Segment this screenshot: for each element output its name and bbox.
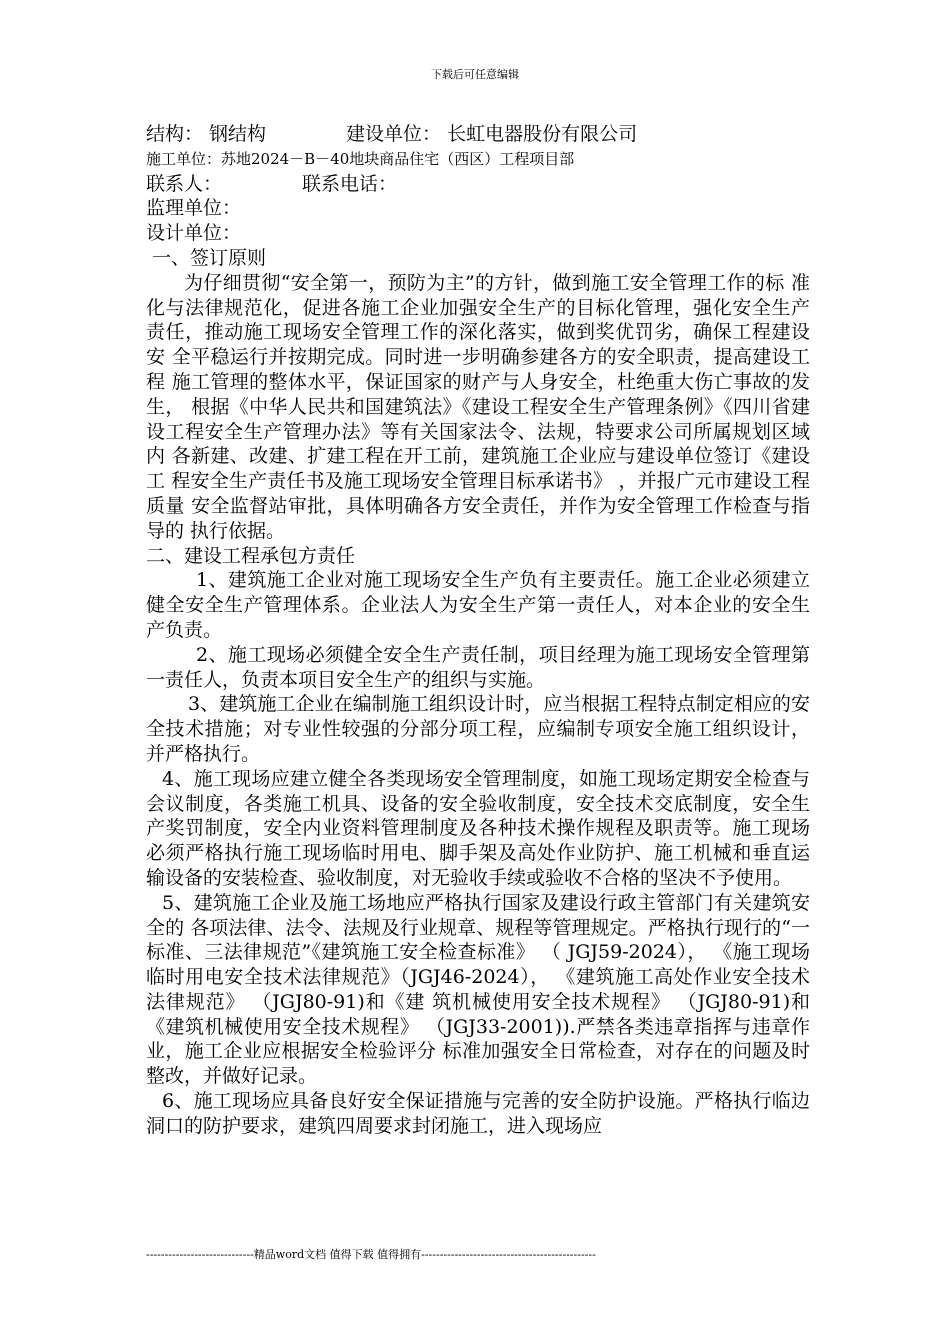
- designer-field: 设计单位：: [146, 222, 242, 245]
- info-line-structure: [146, 122, 810, 147]
- page-header: 下载后可任意编辑: [431, 68, 519, 81]
- structure-field: 结构： 钢结构: [146, 123, 267, 145]
- section-2-item-6: 6、施工现场应具备良好安全保证措施与完善的安全防护设施。严格执行临边洞口的防护要求，建筑四周要求封闭施工，进入现场应: [146, 1090, 810, 1137]
- section-2-item-3: 3、建筑施工企业在编制施工组织设计时，应当根据工程特点制定相应的安全技术措施；对专业性较强的分部分项工程，应编制专项安全施工组织设计，并严格执行。: [146, 693, 810, 765]
- section-2-item-4: 4、施工现场应建立健全各类现场安全管理制度，如施工现场定期安全检查与会议制度，各类施工机具、设备的安全验收制度，安全技术交底制度，安全生产奖罚制度，安全内业资料管理制度及各种技术操作规程及职责等。施工现场必须严格执行施工现场临时用电、脚手架及高处作业防护、施工机械和垂直运 输设备的安装检查、验收制度，对无验收手续或验收不合格的坚决不予使用。: [146, 767, 810, 889]
- section-2-item-1: 1、建筑施工企业对施工现场安全生产负有主要责任。施工企业必须建立健全安全生产管理体系。企业法人为安全生产第一责任人，对本企业的安全生产负责。: [146, 569, 810, 641]
- section-2-item-2: 2、施工现场必须健全安全生产责任制，项目经理为施工现场安全管理第一责任人，负责本项目安全生产的组织与实施。: [146, 643, 810, 691]
- page-footer: -----------------------------精品word文档 值得下载 值得拥有-----------------------------------------------: [146, 1248, 596, 1261]
- document-body: [146, 122, 810, 1139]
- section-2-item-5: 5、建筑施工企业及施工场地应严格执行国家及建设行政主管部门有关建筑安全的 各项法律、法令、法规及行业规章、规程等管理规定。严格执行现行的“一标准、三法律规范”《建筑施工安全检查标准》 （ JGJ59-2024）， 《施工现场临时用电安全技术法律规范》（JGJ46-2024）， 《建筑施工高处作业安全技术法律规范》 （JGJ80-91)和《建 筑机械使用安全技术规程》 （JGJ80-91)和《建筑机械使用安全技术规程》 （JGJ33-2001)).严禁各类违章指挥与违章作业，施工企业应根据安全检验评分 标准加强安全日常检查，对存在的问题及时整改，并做好记录。: [146, 891, 810, 1088]
- supervisor-field: 监理单位：: [146, 197, 242, 220]
- section-1-paragraph: 为仔细贯彻“安全第一，预防为主”的方针，做到施工安全管理工作的标 准化与法律规范化，促进各施工企业加强安全生产的目标化管理，强化安全生产责任，推动施工现场安全管理工作的深化落实，做到奖优罚劣，确保工程建设安 全平稳运行并按期完成。同时进一步明确参建各方的安全职责，提高建设工程 施工管理的整体水平，保证国家的财产与人身安全，杜绝重大伤亡事故的发生， 根据《中华人民共和国建筑法》《建设工程安全生产管理条例》《四川省建设工程安全生产管理办法》等有关国家法令、法规，特要求公司所属规划区域内 各新建、改建、扩建工程在开工前，建筑施工企业应与建设单位签订《建设工 程安全生产责任书及施工现场安全管理目标承诺书》 ，并报广元市建设工程质量 安全监督站审批，具体明确各方安全责任，并作为安全管理工作检查与指导的 执行依据。: [146, 271, 810, 542]
- section-2-title: 二、建设工程承包方责任: [146, 544, 356, 567]
- owner-field: 建设单位： 长虹电器股份有限公司: [346, 123, 638, 145]
- phone-field: 联系电话：: [302, 172, 398, 195]
- contractor-field: 施工单位：苏地2024－B－40地块商品住宅（西区）工程项目部: [146, 149, 575, 168]
- contact-field: 联系人：: [146, 172, 223, 195]
- info-line-contact: [146, 172, 810, 197]
- section-1-title: 一、签订原则: [146, 246, 267, 269]
